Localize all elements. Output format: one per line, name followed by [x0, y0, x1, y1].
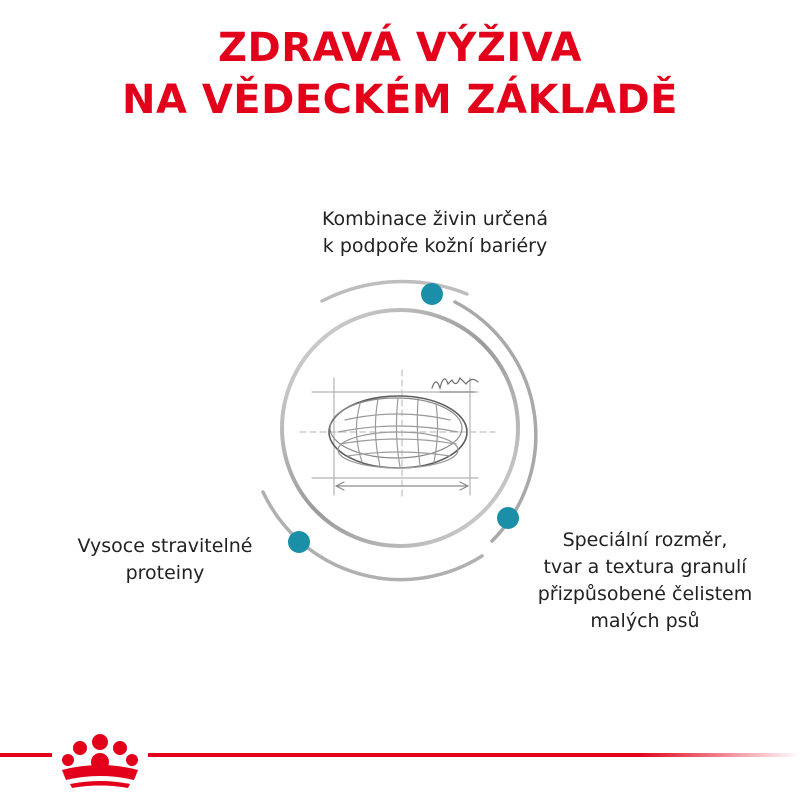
outer-arc-top [322, 282, 467, 301]
feature-kibble-size [500, 527, 790, 635]
feature-kibble-size-line-4: malých psů [590, 610, 700, 632]
brand-line-right [148, 753, 800, 757]
feature-skin-barrier-line-2: k podpoře kožní bariéry [322, 235, 548, 257]
feature-kibble-size-line-2: tvar a textura granulí [543, 556, 747, 578]
feature-skin-barrier-line-1: Kombinace živin určená [322, 208, 548, 230]
teal-dot-icon-top [421, 283, 443, 305]
teal-dot-icon-right [497, 507, 519, 529]
feature-kibble-size-line-1: Speciální rozměr, [562, 529, 728, 551]
feature-digestible-proteins-line-2: proteiny [125, 562, 205, 584]
feature-skin-barrier [270, 206, 600, 260]
teal-dot-icon-left [288, 531, 310, 553]
feature-digestible-proteins [50, 533, 280, 587]
feature-kibble-size-line-3: přizpůsobené čelistem [537, 583, 753, 605]
inner-ring [282, 310, 518, 546]
brand-line-left [0, 753, 52, 757]
brand-footer [0, 720, 800, 800]
headline-line-2: NA VĚDECKÉM ZÁKLADĚ [121, 77, 678, 123]
royal-canin-crown-icon [62, 734, 138, 788]
outer-arc-right [455, 302, 536, 541]
kibble-sketch-icon [300, 370, 495, 500]
feature-digestible-proteins-line-1: Vysoce stravitelné [77, 535, 253, 557]
headline-line-1: ZDRAVÁ VÝŽIVA [218, 25, 582, 71]
